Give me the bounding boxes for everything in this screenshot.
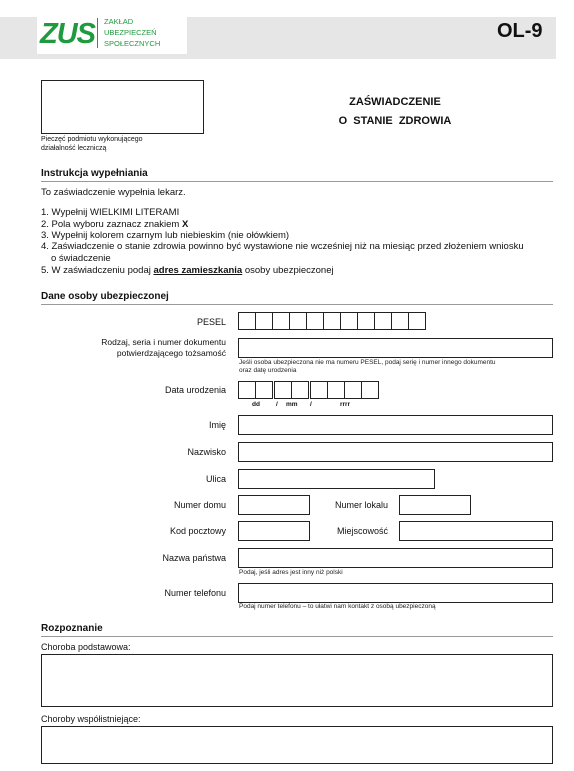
person-heading: Dane osoby ubezpieczonej <box>41 291 169 302</box>
stamp-caption-line2: działalność leczniczą <box>41 145 107 152</box>
flat-number-label: Numer lokalu <box>334 500 388 510</box>
logo-text-line3: SPOŁECZNYCH <box>104 39 161 48</box>
dob-month-cells[interactable] <box>274 381 308 399</box>
dob-year-cells[interactable] <box>310 381 378 399</box>
person-rule <box>41 304 553 305</box>
document-hint-line1: Jeśli osoba ubezpieczona nie ma numeru PESEL, podaj serię i numer innego dokumentu <box>239 359 496 366</box>
first-name-input[interactable] <box>238 415 553 435</box>
dob-sep2: / <box>310 401 312 408</box>
document-label-line2: potwierdzającego tożsamość <box>116 348 226 358</box>
pesel-digit-cell[interactable] <box>357 312 375 330</box>
pesel-digit-cell[interactable] <box>374 312 392 330</box>
country-hint: Podaj, jeśli adres jest inny niż polski <box>239 569 343 576</box>
document-input[interactable] <box>238 338 553 358</box>
instructions-heading: Instrukcja wypełniania <box>41 168 148 179</box>
logo-mark: ZUS <box>40 18 95 50</box>
date-digit-cell[interactable] <box>344 381 362 399</box>
pesel-label: PESEL <box>196 317 226 327</box>
instructions-rule <box>41 181 553 182</box>
logo-text-line2: UBEZPIECZEŃ <box>104 28 157 37</box>
form-code: OL-9 <box>497 20 543 42</box>
instruction-item-5-bold: adres zamieszkania <box>153 265 243 276</box>
instruction-item-3: 3. Wypełnij kolorem czarnym lub niebieskim (nie ołówkiem) <box>41 230 290 241</box>
pesel-digit-cell[interactable] <box>408 312 426 330</box>
pesel-digit-cell[interactable] <box>238 312 256 330</box>
last-name-input[interactable] <box>238 442 553 462</box>
logo-divider <box>97 18 98 48</box>
date-digit-cell[interactable] <box>274 381 292 399</box>
house-number-input[interactable] <box>238 495 310 515</box>
instruction-item-5 <box>41 265 334 276</box>
date-digit-cell[interactable] <box>291 381 309 399</box>
city-label: Miejscowość <box>336 526 388 536</box>
city-input[interactable] <box>399 521 553 541</box>
date-digit-cell[interactable] <box>361 381 379 399</box>
house-number-label: Numer domu <box>173 500 226 510</box>
street-input[interactable] <box>238 469 435 489</box>
diagnosis-heading: Rozpoznanie <box>41 623 103 634</box>
document-hint-line2: oraz datę urodzenia <box>239 367 297 374</box>
instruction-item-2 <box>41 219 188 230</box>
dob-mm-caption: mm <box>286 401 298 408</box>
zus-logo <box>37 14 187 54</box>
pesel-digit-cell[interactable] <box>255 312 273 330</box>
pesel-digit-cell[interactable] <box>306 312 324 330</box>
pesel-digit-cell[interactable] <box>272 312 290 330</box>
dob-yyyy-caption: rrrr <box>340 401 351 408</box>
instruction-item-4-cont: o świadczenie <box>51 253 111 264</box>
last-name-label: Nazwisko <box>187 447 226 457</box>
instruction-item-5-pre: 5. W zaświadczeniu podaj <box>41 265 154 276</box>
date-digit-cell[interactable] <box>310 381 328 399</box>
postcode-label: Kod pocztowy <box>169 526 226 536</box>
pesel-digit-cell[interactable] <box>391 312 409 330</box>
country-label: Nazwa państwa <box>162 553 226 563</box>
dob-label: Data urodzenia <box>164 385 226 395</box>
main-disease-label: Choroba podstawowa: <box>41 642 131 652</box>
date-digit-cell[interactable] <box>255 381 273 399</box>
instruction-item-4: 4. Zaświadczenie o stanie zdrowia powinno być wystawione nie wcześniej niż na miesiąc przed złożeniem wniosku <box>41 241 524 252</box>
phone-hint: Podaj numer telefonu – to ułatwi nam kontakt z osobą ubezpieczoną <box>239 603 436 610</box>
dob-dd-caption: dd <box>252 401 260 408</box>
instruction-item-5-post: osoby ubezpieczonej <box>242 265 334 276</box>
document-title-line1: ZAŚWIADCZENIE <box>349 96 441 108</box>
dob-day-cells[interactable] <box>238 381 272 399</box>
date-digit-cell[interactable] <box>327 381 345 399</box>
date-digit-cell[interactable] <box>238 381 256 399</box>
first-name-label: Imię <box>208 420 226 430</box>
stamp-box[interactable] <box>41 80 204 134</box>
pesel-digit-cell[interactable] <box>340 312 358 330</box>
diagnosis-rule <box>41 636 553 637</box>
main-disease-input[interactable] <box>41 654 553 707</box>
logo-text-line1: ZAKŁAD <box>104 17 134 26</box>
instructions-intro: To zaświadczenie wypełnia lekarz. <box>41 187 186 198</box>
stamp-caption-line1: Pieczęć podmiotu wykonującego <box>41 136 143 143</box>
pesel-digit-cell[interactable] <box>289 312 307 330</box>
pesel-cells[interactable] <box>238 312 425 330</box>
pesel-digit-cell[interactable] <box>323 312 341 330</box>
coexisting-input[interactable] <box>41 726 553 764</box>
instruction-item-2-text: 2. Pola wyboru zaznacz znakiem <box>41 219 182 230</box>
phone-input[interactable] <box>238 583 553 603</box>
country-input[interactable] <box>238 548 553 568</box>
flat-number-input[interactable] <box>399 495 471 515</box>
street-label: Ulica <box>205 474 226 484</box>
document-title-line2: O STANIE ZDROWIA <box>338 115 452 127</box>
document-label-line1: Rodzaj, seria i numer dokumentu <box>101 337 226 347</box>
instruction-item-2-mark: X <box>181 219 189 230</box>
phone-label: Numer telefonu <box>164 588 226 598</box>
dob-sep1: / <box>276 401 278 408</box>
instruction-item-1: 1. Wypełnij WIELKIMI LITERAMI <box>41 207 180 218</box>
coexisting-label: Choroby współistniejące: <box>41 714 141 724</box>
